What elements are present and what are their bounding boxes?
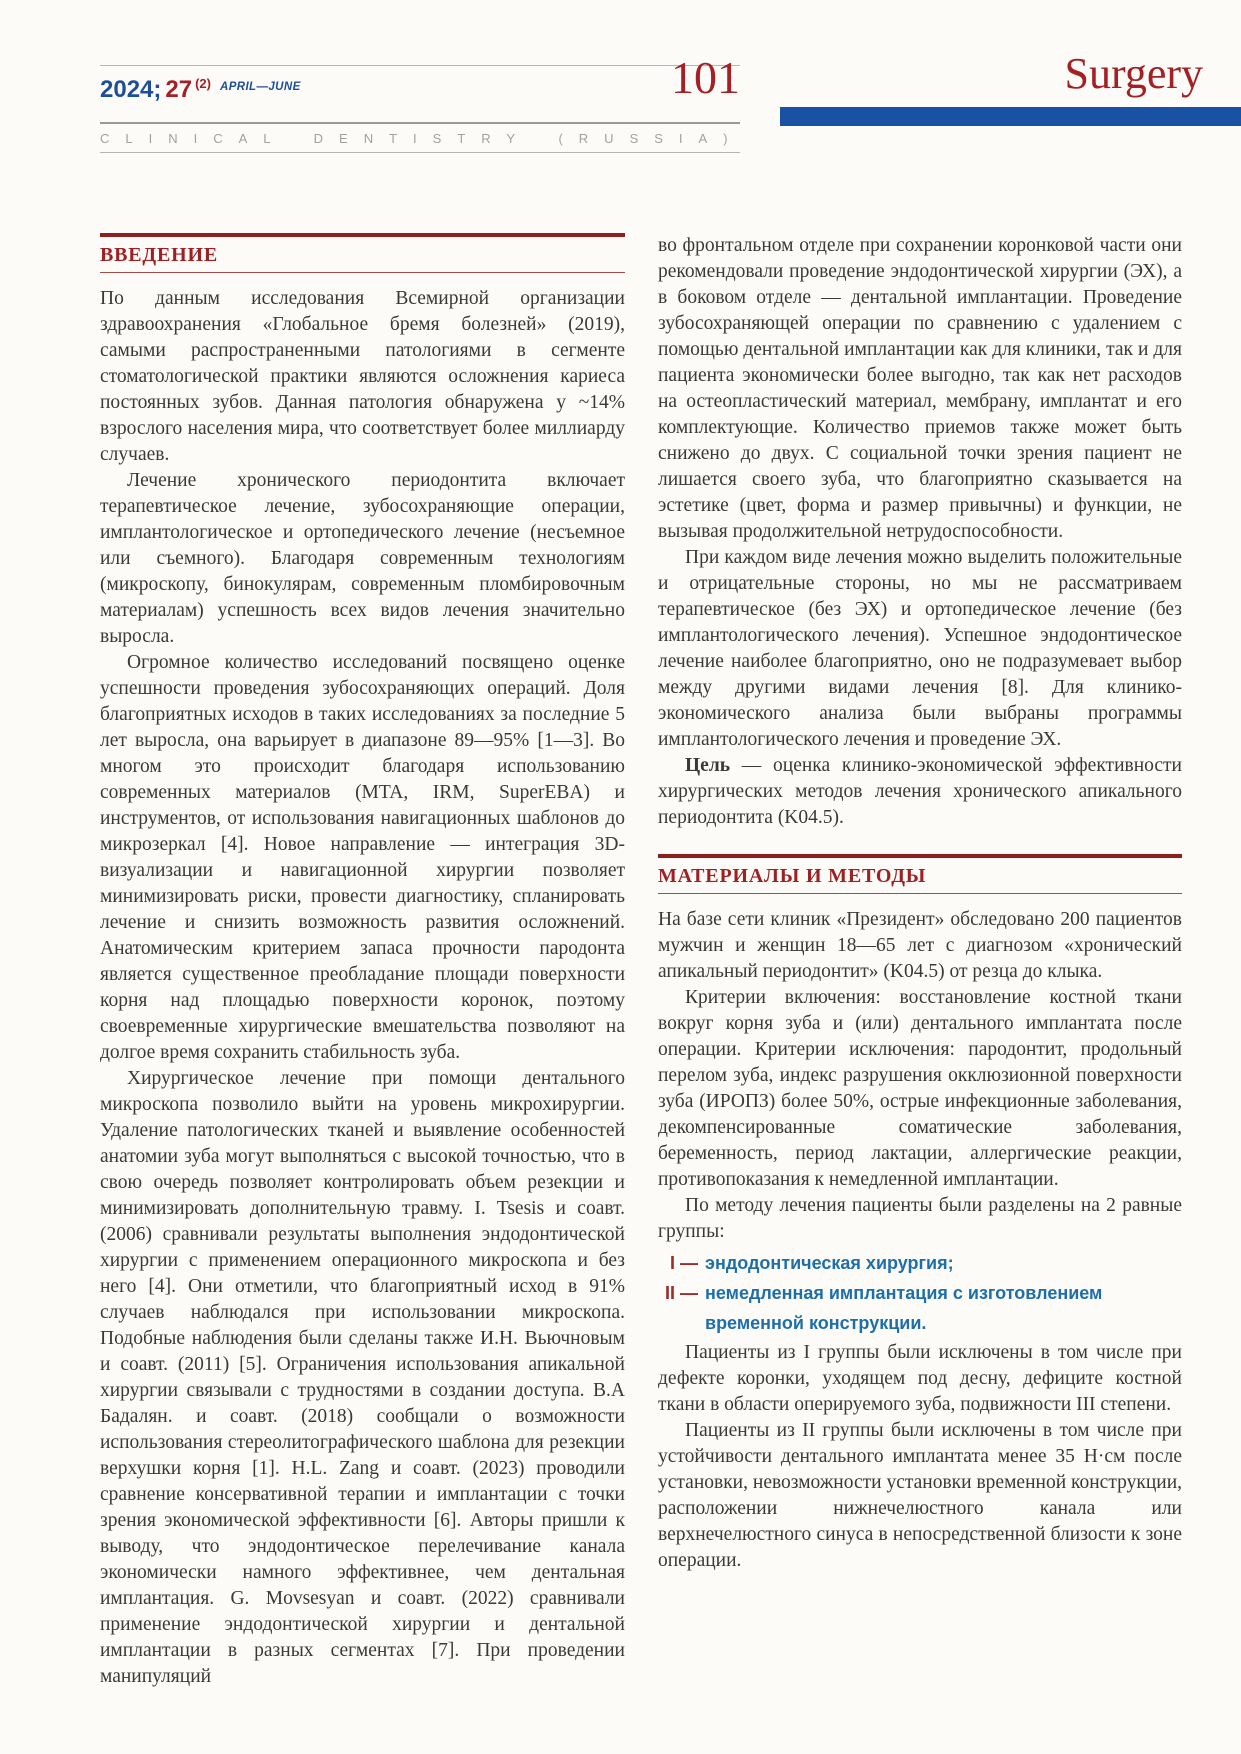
paragraph: Хирургическое лечение при помощи дентального микроскопа позволило выйти на уровень микрохирургии. Удаление патологических тканей и выявление особенностей анатомии зуба могут выполняться с высокой точностью, что в свою очередь позволяет контролировать объем резекции и минимизировать дополнительную травму. I. Tsesis и соавт. (2006) сравнивали результаты выполнения эндодонтической хирургии с применением операционного микроскопа и без него [4]. Они отметили, что благоприятный исход в 91% случаев наблюдался при использовании микроскопа. Подобные наблюдения были сделаны также И.Н. Вьючновым и соавт. (2011) [5]. Ограничения использования апикальной хирургии связывали с трудностями в создании доступа. В.А Бадалян. и соавт. (2018) сообщали о возможности использования стереолитографического шаблона для резекции верхушки корня [1]. H.L. Zang и соавт. (2023) проводили сравнение консервативной терапии и имплантации с точки зрения экономической эффективности [6]. Авторы пришли к выводу, что эндодонтическое перелечивание канала экономически намного эффективнее, чем дентальная имплантация. G. Movsesyan и соавт. (2022) сравнивали применение эндодонтической хирургии и дентальной имплантации в разных сегментах [7]. При проведении манипуляций: [100, 1068, 625, 1687]
left-column: [100, 233, 625, 1690]
issue-number: (2): [195, 76, 211, 91]
goal-text: — оценка клинико-экономической эффективности хирургических методов лечения хронического апикального периодонтита (K04.5).: [658, 755, 1182, 828]
group-1-dash: —: [680, 1253, 698, 1273]
paragraph: Пациенты из II группы были исключены в том числе при устойчивости дентального имплантата менее 35 Н·см после установки, невозможности установки временной конструкции, расположении нижнечелюстного канала или верхнечелюстного синуса в непосредственной близости к зоне операции.: [658, 1420, 1182, 1571]
group-1-text: эндодонтическая хирургия;: [705, 1253, 954, 1273]
paragraph: Критерии включения: восстановление костной ткани вокруг корня зуба и (или) дентального имплантата после операции. Критерии исключения: пародонтит, продольный перелом зуба, индекс разрушения окклюзионной поверхности зуба (ИРОПЗ) более 50%, острые инфекционные заболевания, декомпенсированные соматические заболевания, беременность, период лактации, аллергические реакции, противопоказания к немедленной имплантации.: [658, 987, 1182, 1190]
paragraph: По методу лечения пациенты были разделены на 2 равные группы:: [658, 1195, 1182, 1242]
issue-months: APRIL—JUNE: [219, 81, 301, 93]
group-2-numeral: II: [664, 1283, 675, 1303]
intro-heading: ВВЕДЕНИЕ: [100, 233, 625, 273]
paragraph: во фронтальном отделе при сохранении коронковой части они рекомендовали проведение эндодонтической хирургии (ЭХ), а в боковом отделе — дентальной имплантации. Проведение зубосохраняющей операции по сравнению с удалением с помощью дентальной имплантации как для клиники, так и для пациента экономически более выгодно, так как нет расходов на остеопластический материал, мембрану, имплантат и его комплектующие. Количество приемов также может быть снижено до двух. С социальной точки зрения пациент не лишается своего зуба, что благоприятно сказывается на эстетике (цвет, форма и размер привычны) и функции, не вызывая продолжительной нетрудоспособности.: [658, 235, 1182, 542]
paragraph: Лечение хронического периодонтита включает терапевтическое лечение, зубосохраняющие операции, имплантологическое и ортопедического лечение (несъемное или съемного). Благодаря современным технологиям (микроскопу, бинокулярам, современным пломбировочным материалам) успешность всех видов лечения значительно выросла.: [100, 470, 625, 647]
paragraph: По данным исследования Всемирной организации здравоохранения «Глобальное бремя болезней» (2019), самыми распространенными патологиями в сегменте стоматологической практики являются осложнения кариеса постоянных зубов. Данная патология обнаружена у ~14% взрослого населения мира, что соответствует более миллиарду случаев.: [100, 288, 625, 465]
group-2-text: немедленная имплантация с изготовлением временной конструкции.: [705, 1283, 1103, 1333]
group-1-numeral: I: [669, 1253, 675, 1273]
goal-paragraph: [658, 753, 1182, 831]
header-bottom-rule: [100, 152, 740, 153]
paragraph: Огромное количество исследований посвящено оценке успешности проведения зубосохраняющих операций. Доля благоприятных исходов в таких исследованиях за последние 5 лет выросла, она варьирует в диапазоне 89—95% [1—3]. Во многом это происходит благодаря использованию современных материалов (MTA, IRM, SuperEBA) и инструментов, от использования навигационных шаблонов до микрозеркал [4]. Новое направление — интеграция 3D-визуализации и навигационной хирургии позволяет минимизировать риски, провести диагностику, спланировать лечение и снизить возможность развития осложнений. Анатомическим критерием запаса прочности пародонта является существенное преобладание площади поверхности корня над площадью поверхности коронок, поэтому своевременные хирургические вмешательства позволяют на долгое время сохранить стабильность зуба.: [100, 652, 625, 1063]
list-item: [658, 1248, 1182, 1278]
article-body: [100, 233, 1182, 1690]
paragraph: При каждом виде лечения можно выделить положительные и отрицательные стороны, но мы не рассматриваем терапевтическое (без ЭХ) и ортопедическое лечение (без имплантологического лечения). Успешное эндодонтическое лечение наиболее благоприятно, оно не подразумевает выбор между другими видами лечения [8]. Для клинико-экономического анализа были выбраны программы имплантологического лечения и проведение ЭХ.: [658, 547, 1182, 750]
issue-volume: 27: [165, 76, 193, 103]
right-column: [658, 233, 1182, 1690]
methods-heading: МАТЕРИАЛЫ И МЕТОДЫ: [658, 854, 1182, 894]
treatment-groups-list: [658, 1248, 1182, 1338]
journal-name: CLINICAL DENTISTRY (RUSSIA): [100, 131, 744, 146]
section-color-bar: [780, 107, 1241, 126]
paragraph: Пациенты из I группы были исключены в том числе при дефекте коронки, уходящем под десну, дефиците костной ткани в области оперируемого зуба, подвижности III степени.: [658, 1342, 1182, 1415]
section-title: Surgery: [1064, 49, 1203, 98]
list-item: [658, 1278, 1182, 1338]
issue-year: 2024;: [100, 76, 162, 103]
goal-label: Цель: [685, 755, 731, 776]
page-number: 101: [671, 52, 740, 103]
header-mid-rule: [100, 122, 740, 124]
group-2-dash: —: [680, 1283, 698, 1303]
paragraph: На базе сети клиник «Президент» обследовано 200 пациентов мужчин и женщин 18—65 лет с диагнозом «хронический апикальный периодонтит» (K04.5) от резца до клыка.: [658, 909, 1182, 982]
